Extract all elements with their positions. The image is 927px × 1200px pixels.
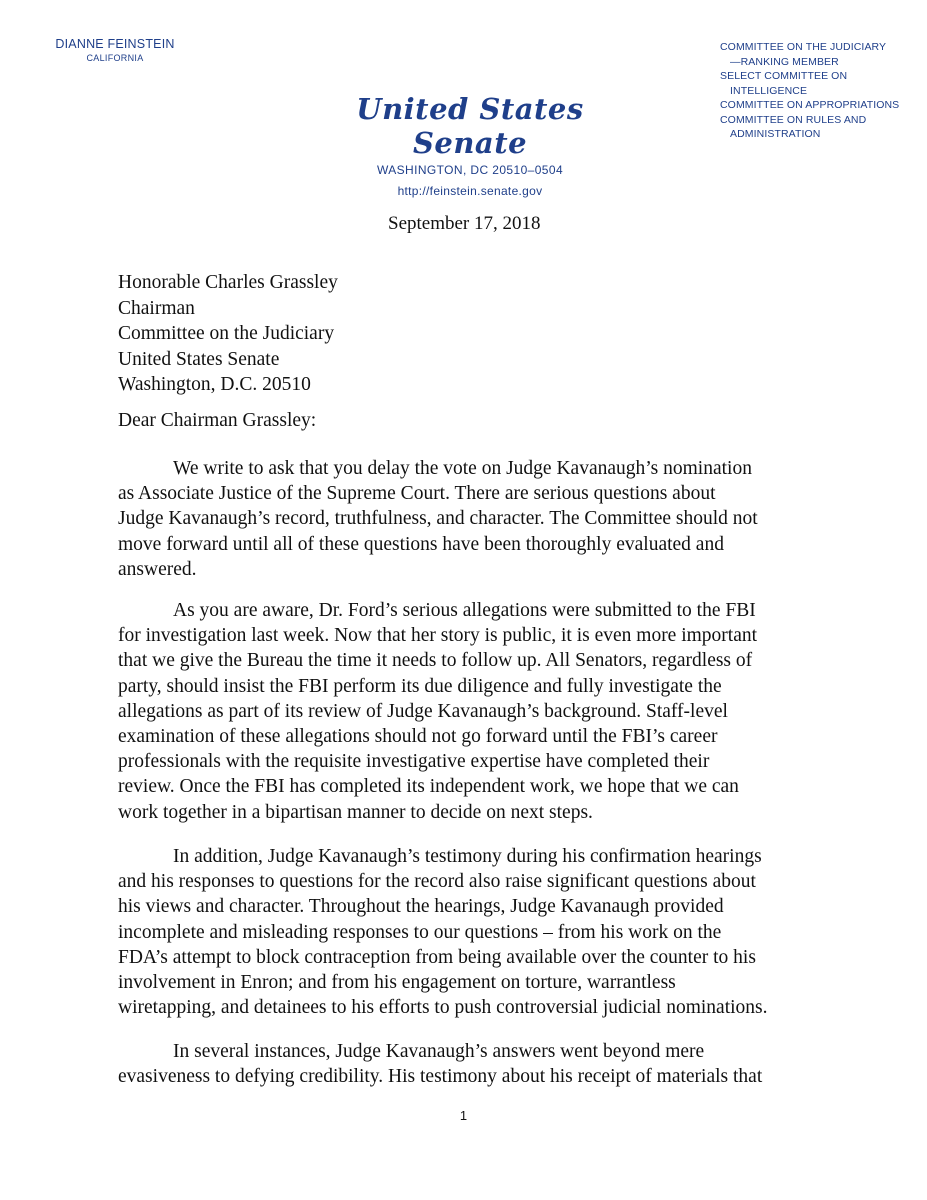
recipient-line: Chairman xyxy=(118,297,195,319)
committee-line: COMMITTEE ON APPROPRIATIONS xyxy=(720,99,900,111)
paragraph-line: allegations as part of its review of Judge Kavanaugh’s background. Staff-level xyxy=(118,700,728,722)
page-number: 1 xyxy=(459,1108,468,1123)
paragraph-line: for investigation last week. Now that her story is public, it is even more important xyxy=(118,625,758,647)
senate-address: WASHINGTON, DC 20510–0504 xyxy=(376,163,564,177)
body-paragraph-1 xyxy=(118,456,838,582)
letterhead-center xyxy=(300,92,640,198)
paragraph-line: that we give the Bureau the time it needs to follow up. All Senators, regardless of xyxy=(118,650,753,672)
committee-line: SELECT COMMITTEE ON xyxy=(720,70,848,82)
paragraph-line: move forward until all of these questions have been thoroughly evaluated and xyxy=(118,533,724,555)
paragraph-line: as Associate Justice of the Supreme Court. There are serious questions about xyxy=(118,483,716,505)
paragraph-line: answered. xyxy=(118,558,197,580)
committee-line: ADMINISTRATION xyxy=(730,128,821,140)
committee-list xyxy=(720,40,920,142)
body-paragraph-3 xyxy=(118,844,838,1020)
recipient-address xyxy=(118,270,338,398)
paragraph-line: his views and character. Throughout the hearings, Judge Kavanaugh provided xyxy=(118,896,724,918)
paragraph-line: examination of these allegations should not go forward until the FBI’s career xyxy=(118,726,718,748)
paragraph-line: review. Once the FBI has completed its independent work, we hope that we can xyxy=(118,776,739,798)
committee-line: —RANKING MEMBER xyxy=(730,55,839,68)
body-paragraph-2 xyxy=(118,598,838,825)
paragraph-line: involvement in Enron; and from his engagement on torture, warrantless xyxy=(118,972,676,994)
paragraph-line: professionals with the requisite investigative expertise have completed their xyxy=(118,751,710,773)
paragraph-line: FDA’s attempt to block contraception from being available over the counter to his xyxy=(118,946,756,968)
recipient-line: United States Senate xyxy=(118,348,280,370)
paragraph-line: Judge Kavanaugh’s record, truthfulness, and character. The Committee should not xyxy=(118,508,758,530)
committee-line: COMMITTEE ON THE JUDICIARY xyxy=(720,41,887,53)
sender-state: CALIFORNIA xyxy=(86,53,144,63)
sender-block xyxy=(40,37,190,64)
paragraph-line: In addition, Judge Kavanaugh’s testimony during his confirmation hearings xyxy=(173,846,762,867)
committee-line: INTELLIGENCE xyxy=(730,84,808,97)
recipient-line: Honorable Charles Grassley xyxy=(118,272,338,293)
senate-url: http://feinstein.senate.gov xyxy=(397,184,543,198)
senate-title: United States Senate xyxy=(356,92,584,160)
paragraph-line: work together in a bipartisan manner to decide on next steps. xyxy=(118,801,593,823)
paragraph-line: In several instances, Judge Kavanaugh’s answers went beyond mere xyxy=(173,1041,705,1062)
paragraph-line: As you are aware, Dr. Ford’s serious allegations were submitted to the FBI xyxy=(173,600,756,621)
committee-line: COMMITTEE ON RULES AND xyxy=(720,113,867,126)
paragraph-line: wiretapping, and detainees to his efforts to push controversial judicial nominations. xyxy=(118,997,768,1019)
paragraph-line: party, should insist the FBI perform its due diligence and fully investigate the xyxy=(118,675,722,697)
paragraph-line: We write to ask that you delay the vote on Judge Kavanaugh’s nomination xyxy=(173,458,752,479)
letter-date: September 17, 2018 xyxy=(388,213,541,234)
recipient-line: Washington, D.C. 20510 xyxy=(118,374,311,395)
recipient-line: Committee on the Judiciary xyxy=(118,323,335,344)
paragraph-line: evasiveness to defying credibility. His testimony about his receipt of materials that xyxy=(118,1066,763,1088)
sender-name: DIANNE FEINSTEIN xyxy=(55,37,175,51)
paragraph-line: and his responses to questions for the record also raise significant questions about xyxy=(118,871,756,893)
body-paragraph-4 xyxy=(118,1039,838,1089)
paragraph-line: incomplete and misleading responses to our questions – from his work on the xyxy=(118,921,722,943)
salutation: Dear Chairman Grassley: xyxy=(118,410,317,431)
